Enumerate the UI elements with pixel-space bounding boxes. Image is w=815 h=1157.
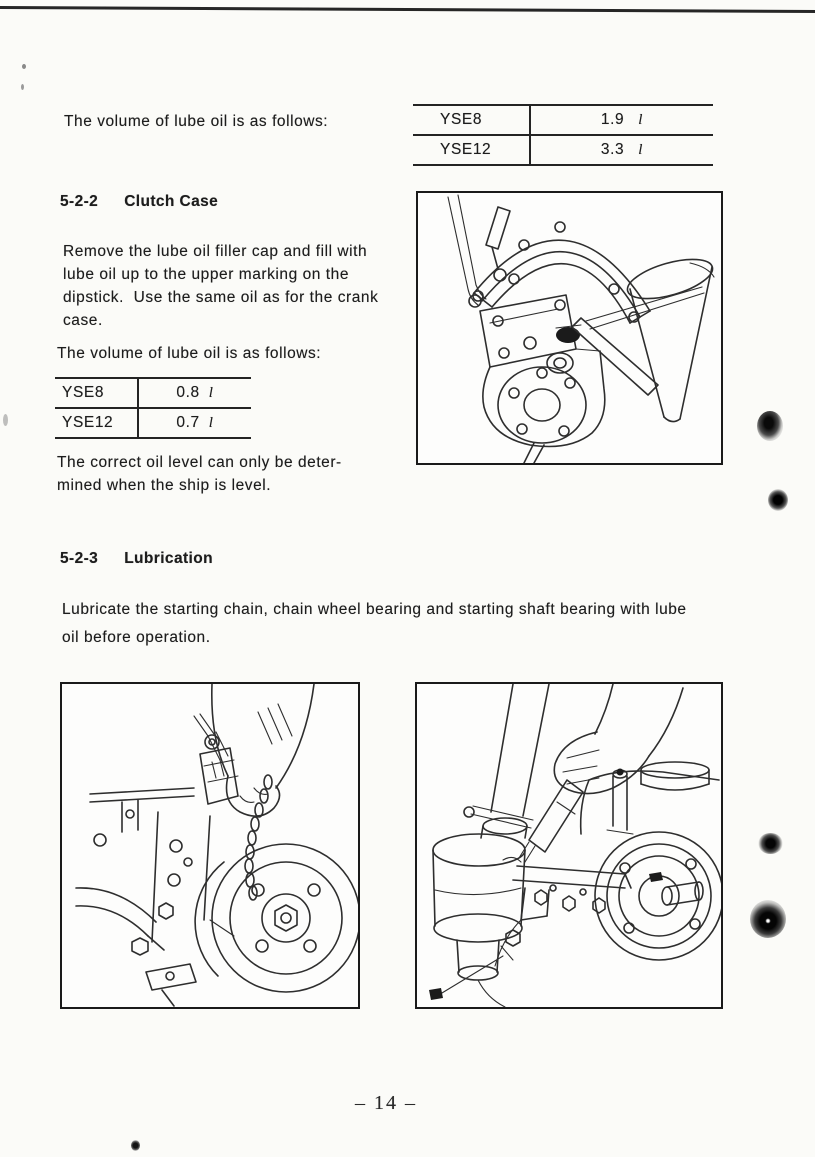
liter-unit: l: [208, 385, 214, 401]
paragraph-line: dipstick. Use the same oil as for the crank: [63, 289, 379, 306]
ink-blob-artifact: [758, 833, 783, 854]
volume-value: 0.7: [176, 414, 200, 431]
liter-unit: l: [638, 142, 644, 158]
ink-speck-artifact: [131, 1140, 140, 1151]
crank-case-volume-intro: The volume of lube oil is as follows:: [64, 113, 329, 130]
clutch-case-volume-intro: The volume of lube oil is as follows:: [57, 345, 322, 362]
paragraph-line: lube oil up to the upper marking on the: [63, 266, 349, 283]
model-cell: YSE8: [413, 106, 531, 134]
clutch-case-oil-fill-illustration: [418, 193, 721, 463]
volume-value: 3.3: [600, 141, 625, 158]
table-row: [55, 379, 251, 407]
ink-speck-artifact: [3, 414, 8, 426]
volume-value: 0.8: [176, 384, 200, 401]
section-heading-lubrication: [60, 550, 213, 568]
table-row: [413, 106, 713, 134]
section-number: 5-2-3: [60, 550, 99, 567]
paragraph-line: mined when the ship is level.: [57, 477, 272, 494]
ink-speck-artifact: [22, 64, 26, 69]
starting-shaft-lubrication-figure: [415, 682, 723, 1009]
lubrication-paragraph: [62, 596, 687, 652]
paragraph-line: The correct oil level can only be deter-: [57, 454, 342, 471]
ink-blob-artifact: [757, 411, 783, 441]
page-number: – 14 –: [355, 1092, 417, 1114]
crank-case-volume-table: [413, 104, 713, 166]
liter-unit: l: [638, 112, 644, 128]
section-heading-clutch-case: [60, 193, 218, 211]
paragraph-line: oil before operation.: [62, 629, 211, 646]
value-cell: [531, 141, 713, 159]
table-row: [55, 407, 251, 437]
model-cell: YSE12: [55, 409, 139, 437]
section-title: Lubrication: [124, 550, 213, 567]
oil-level-note: [57, 451, 342, 497]
liter-unit: l: [208, 415, 214, 431]
paragraph-line: Remove the lube oil filler cap and fill with: [63, 243, 368, 260]
value-cell: [139, 384, 251, 402]
value-cell: [139, 414, 251, 432]
starting-chain-lubrication-illustration: [62, 684, 358, 1007]
clutch-case-volume-table: [55, 377, 251, 439]
clutch-case-paragraph: [63, 240, 378, 332]
starting-shaft-lubrication-illustration: [417, 684, 721, 1007]
paragraph-line: case.: [63, 312, 103, 329]
section-title: Clutch Case: [124, 193, 219, 210]
volume-value: 1.9: [600, 111, 625, 128]
ink-speck-artifact: [21, 84, 24, 90]
model-cell: YSE8: [55, 379, 139, 407]
clutch-case-oil-fill-figure: [416, 191, 723, 465]
scan-edge-line: [0, 6, 815, 13]
section-number: 5-2-2: [60, 193, 99, 210]
model-cell: YSE12: [413, 136, 531, 164]
table-row: [413, 134, 713, 164]
ink-blob-artifact: [750, 900, 786, 938]
value-cell: [531, 111, 713, 129]
ink-blob-artifact: [768, 489, 788, 511]
starting-chain-lubrication-figure: [60, 682, 360, 1009]
paragraph-line: Lubricate the starting chain, chain wheel bearing and starting shaft bearing with lube: [62, 601, 687, 618]
